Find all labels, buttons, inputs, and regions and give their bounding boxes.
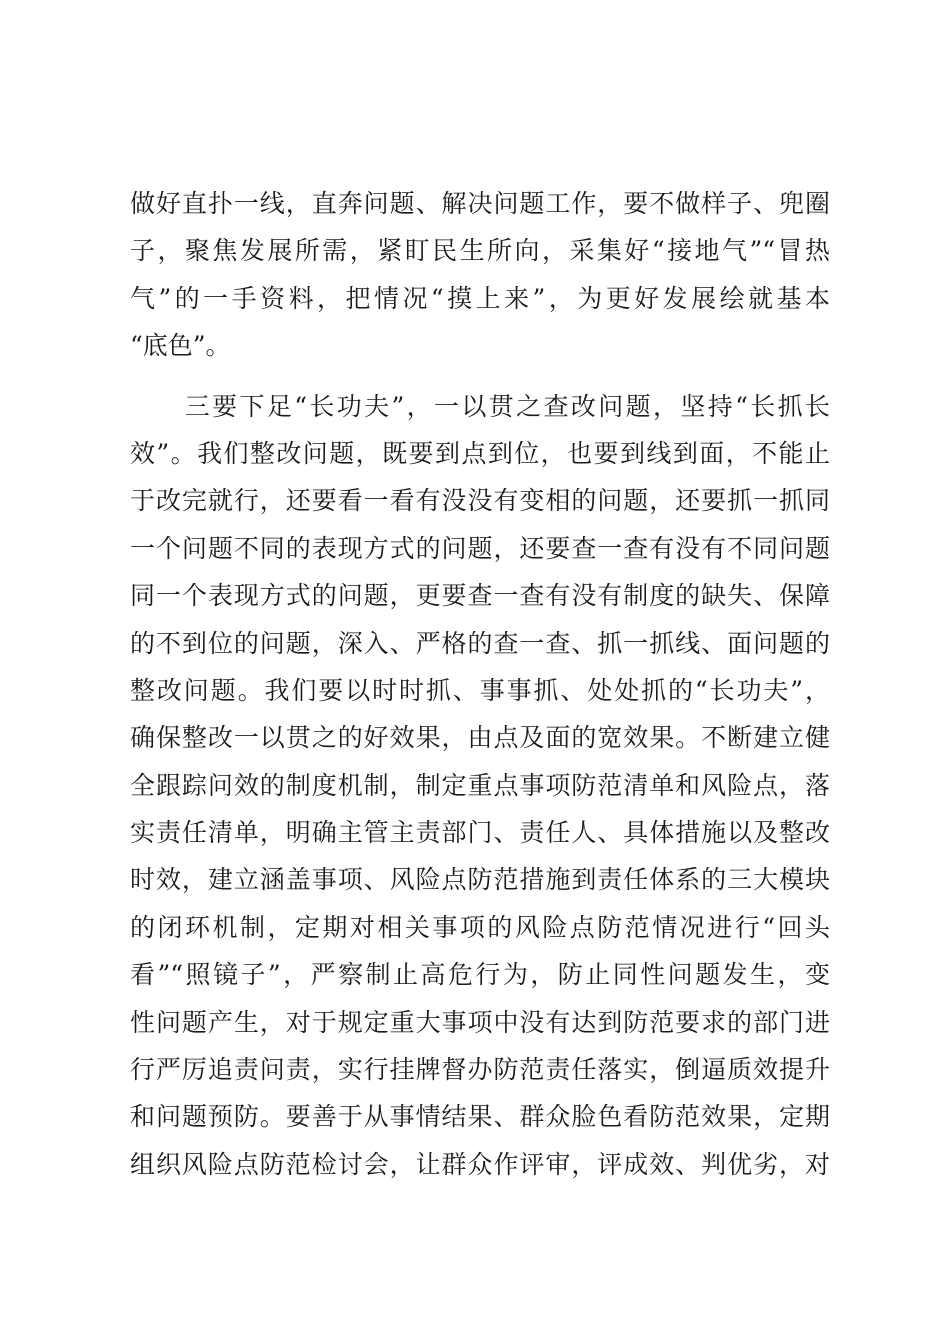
text-line: 确保整改一以贯之的好效果，由点及面的宽效果。不断建立健: [130, 723, 830, 753]
paragraph-2: [130, 383, 830, 1189]
text-line: 的不到位的问题，深入、严格的查一查、抓一抓线、面问题的: [130, 628, 830, 658]
text-line: 性问题产生，对于规定重大事项中没有达到防范要求的部门进: [130, 1007, 830, 1037]
paragraph-1: [130, 180, 830, 370]
text-line: 三要下足“长功夫”，一以贯之查改问题，坚持“长抓长: [130, 391, 830, 421]
text-line: 于改完就行，还要看一看有没没有变相的问题，还要抓一抓同: [130, 486, 830, 516]
text-line: 实责任清单，明确主管主责部门、责任人、具体措施以及整改: [130, 818, 830, 848]
text-line: 全跟踪问效的制度机制，制定重点事项防范清单和风险点，落: [130, 770, 830, 800]
text-line: 和问题预防。要善于从事情结果、群众脸色看防范效果，定期: [130, 1102, 830, 1132]
text-line: 整改问题。我们要以时时抓、事事抓、处处抓的“长功夫”，: [130, 675, 830, 705]
text-line: 做好直扑一线，直奔问题、解决问题工作，要不做样子、兜圈: [130, 189, 830, 218]
body-text: [130, 180, 830, 1188]
text-line: 效”。我们整改问题，既要到点到位，也要到线到面，不能止: [130, 438, 830, 468]
text-line: “底色”。: [130, 331, 231, 361]
text-line: 看”“照镜子”，严察制止高危行为，防止同性问题发生，变: [130, 960, 830, 990]
text-line: 子，聚焦发展所需，紧盯民生所向，采集好“接地气”“冒热: [130, 236, 830, 266]
text-line: 一个问题不同的表现方式的问题，还要查一查有没有不同问题: [130, 533, 830, 563]
text-line: 气”的一手资料，把情况“摸上来”，为更好发展绘就基本: [130, 283, 830, 313]
text-line: 组织风险点防范检讨会，让群众作评审，评成效、判优劣，对: [130, 1149, 830, 1179]
text-line: 的闭环机制，定期对相关事项的风险点防范情况进行“回头: [130, 912, 830, 942]
text-line: 行严厉追责问责，实行挂牌督办防范责任落实，倒逼质效提升: [130, 1055, 830, 1085]
text-line: 同一个表现方式的问题，更要查一查有没有制度的缺失、保障: [130, 581, 830, 611]
text-line: 时效，建立涵盖事项、风险点防范措施到责任体系的三大模块: [130, 865, 830, 895]
paragraph-spacer: [130, 370, 830, 383]
